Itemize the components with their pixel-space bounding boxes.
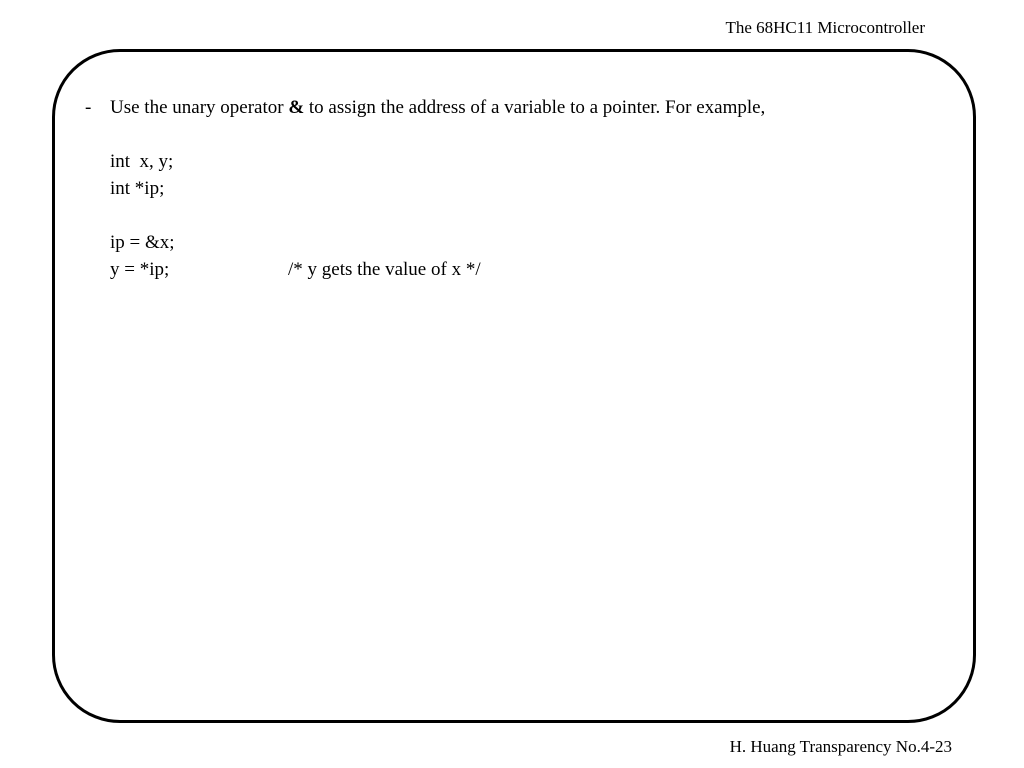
code-statement: int *ip; <box>110 178 165 199</box>
header-title: The 68HC11 Microcontroller <box>725 18 925 37</box>
slide-content <box>85 94 945 283</box>
code-line-assignment-1 <box>110 229 945 256</box>
code-line-declaration-2 <box>110 175 945 202</box>
code-line-declaration-1 <box>110 148 945 175</box>
code-blank-line <box>110 202 945 229</box>
bullet-marker: - <box>85 97 92 118</box>
code-statement: ip = &x; <box>110 232 175 253</box>
code-example <box>110 148 945 283</box>
code-line-assignment-2 <box>110 256 945 283</box>
intro-text-after: to assign the address of a variable to a pointer. For example, <box>304 97 766 118</box>
code-comment: /* y gets the value of x */ <box>288 259 481 280</box>
code-statement: int x, y; <box>110 151 174 172</box>
code-statement: y = *ip; <box>110 259 170 280</box>
footer-transparency-number: H. Huang Transparency No.4-23 <box>729 737 952 756</box>
intro-text-before: Use the unary operator <box>110 97 289 118</box>
bullet-item <box>85 94 945 121</box>
operator-symbol: & <box>288 97 305 118</box>
bullet-text <box>110 94 765 121</box>
